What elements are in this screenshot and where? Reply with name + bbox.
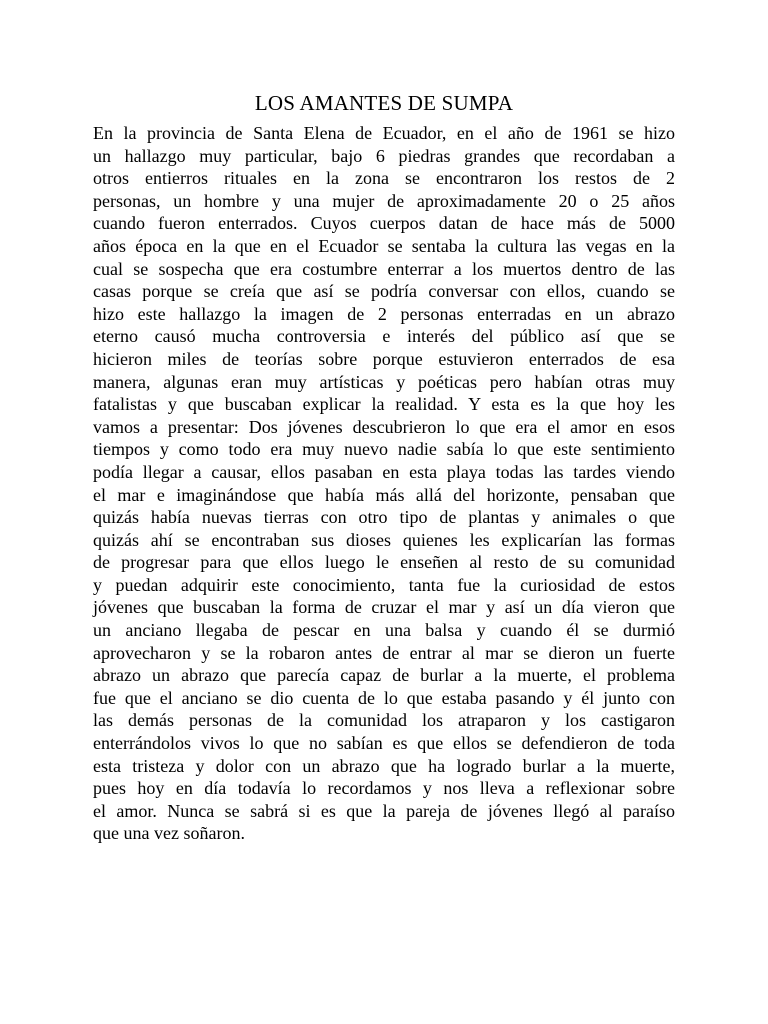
document-body [93, 122, 675, 845]
body-line: hicieron miles de teorías sobre porque estuvieron enterrados de esa [93, 348, 675, 369]
body-line: podía llegar a causar, ellos pasaban en esta playa todas las tardes viendo [93, 461, 675, 482]
body-line-last: que una vez soñaron. [93, 823, 245, 844]
body-line: esta tristeza y dolor con un abrazo que ha logrado burlar a la muerte, [93, 755, 675, 776]
body-line: fue que el anciano se dio cuenta de lo que estaba pasando y él junto con [93, 687, 675, 708]
body-line: enterrándolos vivos lo que no sabían es que ellos se defendieron de toda [93, 733, 675, 754]
body-line: años época en la que en el Ecuador se sentaba la cultura las vegas en la [93, 235, 675, 256]
body-line: y puedan adquirir este conocimiento, tanta fue la curiosidad de estos [93, 574, 675, 595]
body-line: el mar e imaginándose que había más allá del horizonte, pensaban que [93, 484, 675, 505]
body-line: eterno causó mucha controversia e interés del público así que se [93, 326, 675, 347]
body-line: cuando fueron enterrados. Cuyos cuerpos datan de hace más de 5000 [93, 213, 675, 234]
body-line: cual se sospecha que era costumbre enterrar a los muertos dentro de las [93, 258, 675, 279]
body-line: En la provincia de Santa Elena de Ecuador, en el año de 1961 se hizo [93, 123, 675, 143]
body-line: fatalistas y que buscaban explicar la realidad. Y esta es la que hoy les [93, 394, 675, 415]
body-line: un anciano llegaba de pescar en una balsa y cuando él se durmió [93, 620, 675, 641]
body-line: hizo este hallazgo la imagen de 2 personas enterradas en un abrazo [93, 303, 675, 324]
body-line: abrazo un abrazo que parecía capaz de burlar a la muerte, el problema [93, 665, 675, 686]
body-line: casas porque se creía que así se podría conversar con ellos, cuando se [93, 281, 675, 302]
body-line: un hallazgo muy particular, bajo 6 piedras grandes que recordaban a [93, 145, 675, 166]
body-line: personas, un hombre y una mujer de aproximadamente 20 o 25 años [93, 190, 675, 211]
body-line: de progresar para que ellos luego le enseñen al resto de su comunidad [93, 552, 675, 573]
body-line: quizás había nuevas tierras con otro tipo de plantas y animales o que [93, 507, 675, 528]
document-title: LOS AMANTES DE SUMPA [254, 91, 514, 115]
body-line: las demás personas de la comunidad los atraparon y los castigaron [93, 710, 675, 731]
body-line: tiempos y como todo era muy nuevo nadie sabía lo que este sentimiento [93, 439, 675, 460]
body-line: quizás ahí se encontraban sus dioses quienes les explicarían las formas [93, 529, 675, 550]
body-line: pues hoy en día todavía lo recordamos y nos lleva a reflexionar sobre [93, 778, 675, 799]
body-line: jóvenes que buscaban la forma de cruzar el mar y así un día vieron que [93, 597, 675, 618]
body-line: manera, algunas eran muy artísticas y poéticas pero habían otras muy [93, 371, 675, 392]
body-line: vamos a presentar: Dos jóvenes descubrieron lo que era el amor en esos [93, 416, 675, 437]
body-line: otros entierros rituales en la zona se encontraron los restos de 2 [93, 168, 675, 189]
body-line: el amor. Nunca se sabrá si es que la pareja de jóvenes llegó al paraíso [93, 800, 675, 821]
body-line: aprovecharon y se la robaron antes de entrar al mar se dieron un fuerte [93, 642, 675, 663]
